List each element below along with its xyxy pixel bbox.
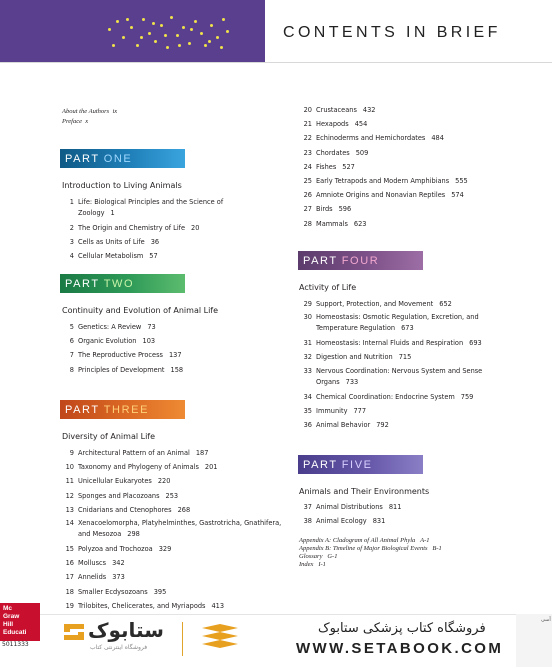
decorative-dot bbox=[166, 46, 169, 49]
chapter-number: 5 bbox=[69, 323, 74, 331]
chapter-entry bbox=[62, 446, 292, 460]
chapter-title: Life: Biological Principles and the Science of Zoology 1 bbox=[78, 198, 224, 217]
decorative-dots bbox=[104, 14, 234, 54]
chapter-title: Cells as Units of Life 36 bbox=[78, 238, 160, 247]
chapter-number: 8 bbox=[69, 365, 74, 374]
chapter-page: 201 bbox=[204, 463, 218, 472]
chapter-title: Cnidarians and Ctenophores 268 bbox=[78, 505, 191, 514]
chapter-entry bbox=[62, 599, 292, 613]
chapter-number: 30 bbox=[303, 313, 312, 322]
chapter-number: 1 bbox=[69, 198, 74, 206]
decorative-dot bbox=[148, 32, 151, 35]
chapter-title: Immunity 777 bbox=[316, 406, 367, 415]
chapter-entry bbox=[62, 503, 292, 517]
back-matter-item: Appendix B: Timeline of Major Biological Events B-1 bbox=[299, 545, 442, 552]
chapter-entry bbox=[62, 489, 292, 503]
chapter-title: Principles of Development 158 bbox=[78, 365, 184, 374]
chapter-page: 137 bbox=[168, 351, 182, 360]
part-four-chapters bbox=[300, 297, 510, 432]
chapter-entry bbox=[62, 334, 183, 348]
chapter-page: 693 bbox=[469, 339, 482, 348]
store-logo-icon bbox=[62, 620, 86, 642]
chapter-number: 33 bbox=[303, 366, 312, 375]
chapter-number: 10 bbox=[65, 463, 74, 472]
chapter-title: Chordates 509 bbox=[316, 148, 369, 157]
part-one-banner: PART ONE bbox=[60, 149, 185, 168]
back-matter-item: Appendix A: Cladogram of All Animal Phyla A-1 bbox=[299, 537, 430, 544]
chapter-page: 57 bbox=[149, 252, 158, 261]
decorative-dot bbox=[126, 18, 129, 21]
chapter-title: Xenacoelomorpha, Platyhelminthes, Gastrotricha, Gnathifera, and Mesozoa 298 bbox=[78, 519, 282, 539]
part-three-title: Diversity of Animal Life bbox=[62, 432, 156, 441]
chapter-title: Mammals 623 bbox=[316, 219, 367, 228]
chapter-title: Trilobites, Chelicerates, and Myriapods 413 bbox=[78, 601, 225, 610]
chapter-page: 527 bbox=[342, 162, 355, 171]
chapter-entry bbox=[300, 131, 515, 145]
chapter-page: 555 bbox=[455, 177, 468, 186]
chapter-title: Birds 596 bbox=[316, 205, 352, 214]
chapter-page: 329 bbox=[158, 545, 172, 554]
part-two-title: Continuity and Evolution of Animal Life bbox=[62, 306, 219, 315]
chapter-number: 31 bbox=[303, 339, 312, 348]
decorative-dot bbox=[204, 44, 207, 47]
chapter-title: Smaller Ecdysozoans 395 bbox=[78, 587, 167, 596]
chapter-number: 16 bbox=[65, 559, 74, 568]
chapter-number: 2 bbox=[69, 224, 74, 232]
books-icon bbox=[200, 622, 240, 656]
chapter-title: Taxonomy and Phylogeny of Animals 201 bbox=[78, 463, 218, 472]
decorative-dot bbox=[142, 18, 145, 21]
store-name: فروشگاه کتاب پزشکی ستابوک bbox=[318, 621, 486, 636]
chapter-entry bbox=[62, 570, 292, 584]
chapter-page: 253 bbox=[165, 491, 179, 500]
side-stripe-text: آسی bbox=[541, 617, 551, 623]
decorative-dot bbox=[220, 46, 223, 49]
chapter-page: 733 bbox=[345, 377, 359, 386]
chapter-page: 777 bbox=[353, 406, 367, 415]
chapter-title: Sponges and Placozoans 253 bbox=[78, 491, 179, 500]
part-four-title: Activity of Life bbox=[299, 283, 357, 292]
chapter-number: 27 bbox=[303, 205, 312, 214]
back-matter bbox=[299, 537, 442, 569]
chapter-entry bbox=[300, 117, 515, 131]
chapter-entry bbox=[62, 517, 292, 542]
decorative-dot bbox=[108, 28, 111, 31]
chapter-title: Chemical Coordination: Endocrine System 759 bbox=[316, 392, 474, 401]
front-matter bbox=[62, 107, 117, 127]
chapter-entry bbox=[300, 336, 510, 350]
decorative-dot bbox=[182, 26, 185, 29]
publisher-code: 5011333 bbox=[2, 641, 29, 648]
chapter-page: 454 bbox=[354, 120, 368, 129]
chapter-page: 342 bbox=[112, 559, 125, 568]
part-three-chapters-right bbox=[300, 103, 515, 231]
chapter-number: 12 bbox=[65, 491, 74, 500]
decorative-dot bbox=[226, 30, 229, 33]
chapter-title: Amniote Origins and Nonavian Reptiles 574 bbox=[316, 191, 464, 200]
chapter-title: Homeostasis: Internal Fluids and Respiration 693 bbox=[316, 339, 482, 348]
chapter-title: Unicellular Eukaryotes 220 bbox=[78, 477, 171, 486]
chapter-entry bbox=[300, 217, 515, 231]
part-five-chapters bbox=[300, 500, 510, 528]
chapter-page: 413 bbox=[211, 601, 225, 610]
decorative-dot bbox=[164, 34, 167, 37]
chapter-page: 484 bbox=[431, 134, 444, 143]
chapter-page: 373 bbox=[112, 573, 125, 582]
chapter-number: 6 bbox=[69, 337, 74, 346]
chapter-entry bbox=[300, 311, 510, 336]
chapter-page: 73 bbox=[147, 323, 156, 331]
chapter-entry bbox=[62, 348, 183, 362]
chapter-page: 158 bbox=[170, 365, 184, 374]
decorative-dot bbox=[208, 40, 211, 43]
part-one-chapters bbox=[62, 196, 258, 264]
decorative-dot bbox=[154, 40, 157, 43]
part-two-banner: PART TWO bbox=[60, 274, 185, 293]
store-url-link[interactable]: WWW.SETABOOK.COM bbox=[296, 640, 504, 657]
chapter-page: 623 bbox=[353, 219, 367, 228]
chapter-entry bbox=[62, 474, 292, 488]
chapter-page: 1 bbox=[110, 209, 115, 217]
part-one-title: Introduction to Living Animals bbox=[62, 181, 182, 190]
chapter-page: 187 bbox=[195, 449, 209, 457]
chapter-number: 25 bbox=[303, 177, 312, 186]
chapter-entry bbox=[62, 542, 292, 556]
part-three-banner: PART THREE bbox=[60, 400, 185, 419]
chapter-entry bbox=[300, 418, 510, 432]
decorative-dot bbox=[170, 16, 173, 19]
chapter-entry bbox=[300, 404, 510, 418]
decorative-dot bbox=[210, 24, 213, 27]
chapter-title: Early Tetrapods and Modern Amphibians 555 bbox=[316, 177, 468, 186]
store-logo-text: ستابوک bbox=[88, 618, 164, 642]
part-three-chapters-left bbox=[62, 446, 292, 613]
decorative-dot bbox=[176, 34, 179, 37]
chapter-entry bbox=[300, 390, 510, 404]
decorative-dot bbox=[152, 22, 155, 25]
chapter-number: 15 bbox=[65, 545, 74, 554]
decorative-dot bbox=[194, 20, 197, 23]
chapter-entry bbox=[62, 585, 292, 599]
chapter-number: 9 bbox=[69, 449, 74, 457]
chapter-entry bbox=[300, 365, 510, 390]
chapter-page: 268 bbox=[177, 505, 191, 514]
chapter-entry bbox=[62, 196, 258, 221]
page-title: CONTENTS IN BRIEF bbox=[283, 24, 501, 41]
chapter-entry bbox=[300, 350, 510, 364]
decorative-dot bbox=[222, 18, 225, 21]
chapter-number: 22 bbox=[303, 134, 312, 143]
chapter-number: 36 bbox=[303, 421, 312, 430]
chapter-entry bbox=[62, 363, 183, 377]
decorative-dot bbox=[216, 36, 219, 39]
chapter-page: 220 bbox=[157, 477, 171, 486]
chapter-number: 28 bbox=[303, 219, 312, 228]
back-matter-item: Glossary G-1 bbox=[299, 553, 338, 560]
front-matter-item: About the Authors ix bbox=[62, 108, 118, 115]
chapter-title: Cellular Metabolism 57 bbox=[78, 252, 158, 261]
chapter-number: 14 bbox=[65, 519, 74, 528]
chapter-title: Nervous Coordination: Nervous System and Sense Organs 733 bbox=[316, 366, 483, 386]
chapter-page: 673 bbox=[401, 324, 414, 333]
chapter-number: 38 bbox=[303, 517, 312, 526]
chapter-number: 4 bbox=[69, 252, 74, 261]
chapter-entry bbox=[300, 160, 515, 174]
decorative-dot bbox=[130, 26, 133, 29]
decorative-dot bbox=[140, 36, 143, 39]
chapter-title: Homeostasis: Osmotic Regulation, Excretion, and Temperature Regulation 673 bbox=[316, 313, 479, 333]
part-five-title: Animals and Their Environments bbox=[299, 487, 430, 496]
chapter-number: 17 bbox=[65, 573, 74, 582]
chapter-number: 26 bbox=[303, 191, 312, 200]
chapter-entry bbox=[62, 221, 258, 235]
chapter-entry bbox=[62, 556, 292, 570]
chapter-title: Annelids 373 bbox=[78, 573, 125, 582]
publisher-logo: Mc Graw Hill Educati bbox=[0, 603, 40, 641]
chapter-title: Digestion and Nutrition 715 bbox=[316, 353, 412, 362]
chapter-entry bbox=[300, 202, 515, 216]
logo-divider bbox=[182, 622, 183, 656]
chapter-page: 298 bbox=[127, 530, 140, 539]
chapter-page: 432 bbox=[362, 106, 376, 114]
chapter-entry bbox=[62, 460, 292, 474]
chapter-title: Genetics: A Review 73 bbox=[78, 323, 156, 331]
decorative-dot bbox=[190, 28, 193, 31]
chapter-title: Support, Protection, and Movement 652 bbox=[316, 300, 452, 308]
chapter-page: 652 bbox=[439, 300, 452, 308]
decorative-dot bbox=[116, 20, 119, 23]
chapter-entry bbox=[300, 174, 515, 188]
header-divider bbox=[0, 62, 552, 63]
chapter-title: The Origin and Chemistry of Life 20 bbox=[78, 224, 200, 232]
chapter-page: 792 bbox=[376, 421, 389, 430]
chapter-page: 103 bbox=[142, 337, 156, 346]
chapter-page: 395 bbox=[153, 587, 167, 596]
front-matter-item: Preface x bbox=[62, 118, 89, 125]
chapter-title: Architectural Pattern of an Animal 187 bbox=[78, 449, 209, 457]
chapter-number: 20 bbox=[303, 106, 312, 114]
decorative-dot bbox=[112, 44, 115, 47]
chapter-number: 35 bbox=[303, 406, 312, 415]
chapter-page: 831 bbox=[372, 517, 386, 526]
chapter-page: 811 bbox=[388, 503, 402, 511]
decorative-dot bbox=[122, 36, 125, 39]
store-logo-subtitle: فروشگاه اینترنتی کتاب bbox=[90, 644, 148, 651]
chapter-entry bbox=[300, 297, 510, 311]
chapter-number: 34 bbox=[303, 392, 312, 401]
chapter-entry bbox=[62, 320, 183, 334]
chapter-page: 20 bbox=[191, 224, 200, 232]
chapter-page: 509 bbox=[355, 148, 369, 157]
chapter-title: Echinoderms and Hemichordates 484 bbox=[316, 134, 444, 143]
chapter-number: 11 bbox=[65, 477, 74, 486]
chapter-entry bbox=[300, 514, 510, 528]
chapter-number: 21 bbox=[303, 120, 312, 129]
chapter-page: 36 bbox=[150, 238, 160, 247]
part-two-chapters bbox=[62, 320, 183, 377]
part-four-banner: PART FOUR bbox=[298, 251, 423, 270]
chapter-entry bbox=[300, 188, 515, 202]
chapter-title: Polyzoa and Trochozoa 329 bbox=[78, 545, 172, 554]
decorative-dot bbox=[136, 44, 139, 47]
chapter-number: 29 bbox=[303, 300, 312, 308]
chapter-page: 715 bbox=[398, 353, 412, 362]
chapter-number: 23 bbox=[303, 148, 312, 157]
decorative-dot bbox=[200, 32, 203, 35]
chapter-page: 759 bbox=[460, 392, 474, 401]
chapter-number: 3 bbox=[69, 238, 74, 247]
page-header bbox=[0, 0, 552, 62]
chapter-entry bbox=[300, 103, 515, 117]
chapter-title: Molluscs 342 bbox=[78, 559, 125, 568]
chapter-entry bbox=[300, 146, 515, 160]
chapter-title: The Reproductive Process 137 bbox=[78, 351, 182, 360]
chapter-number: 32 bbox=[303, 353, 312, 362]
chapter-number: 13 bbox=[65, 505, 74, 514]
decorative-dot bbox=[178, 44, 181, 47]
chapter-entry bbox=[62, 235, 258, 249]
chapter-title: Animal Ecology 831 bbox=[316, 517, 386, 526]
chapter-page: 574 bbox=[451, 191, 464, 200]
chapter-title: Hexapods 454 bbox=[316, 120, 368, 129]
chapter-entry bbox=[300, 500, 510, 514]
decorative-dot bbox=[188, 42, 191, 45]
chapter-title: Organic Evolution 103 bbox=[78, 337, 156, 346]
part-five-banner: PART FIVE bbox=[298, 455, 423, 474]
chapter-number: 18 bbox=[65, 587, 74, 596]
chapter-title: Crustaceans 432 bbox=[316, 106, 376, 114]
chapter-number: 37 bbox=[303, 503, 312, 511]
decorative-dot bbox=[160, 24, 163, 27]
chapter-title: Fishes 527 bbox=[316, 162, 355, 171]
chapter-page: 596 bbox=[338, 205, 352, 214]
chapter-entry bbox=[62, 249, 258, 263]
header-decorative-panel bbox=[0, 0, 265, 62]
chapter-title: Animal Distributions 811 bbox=[316, 503, 402, 511]
chapter-title: Animal Behavior 792 bbox=[316, 421, 389, 430]
back-matter-item: Index I-1 bbox=[299, 561, 326, 568]
chapter-number: 19 bbox=[65, 601, 74, 610]
chapter-number: 7 bbox=[69, 351, 74, 360]
chapter-number: 24 bbox=[303, 162, 312, 171]
